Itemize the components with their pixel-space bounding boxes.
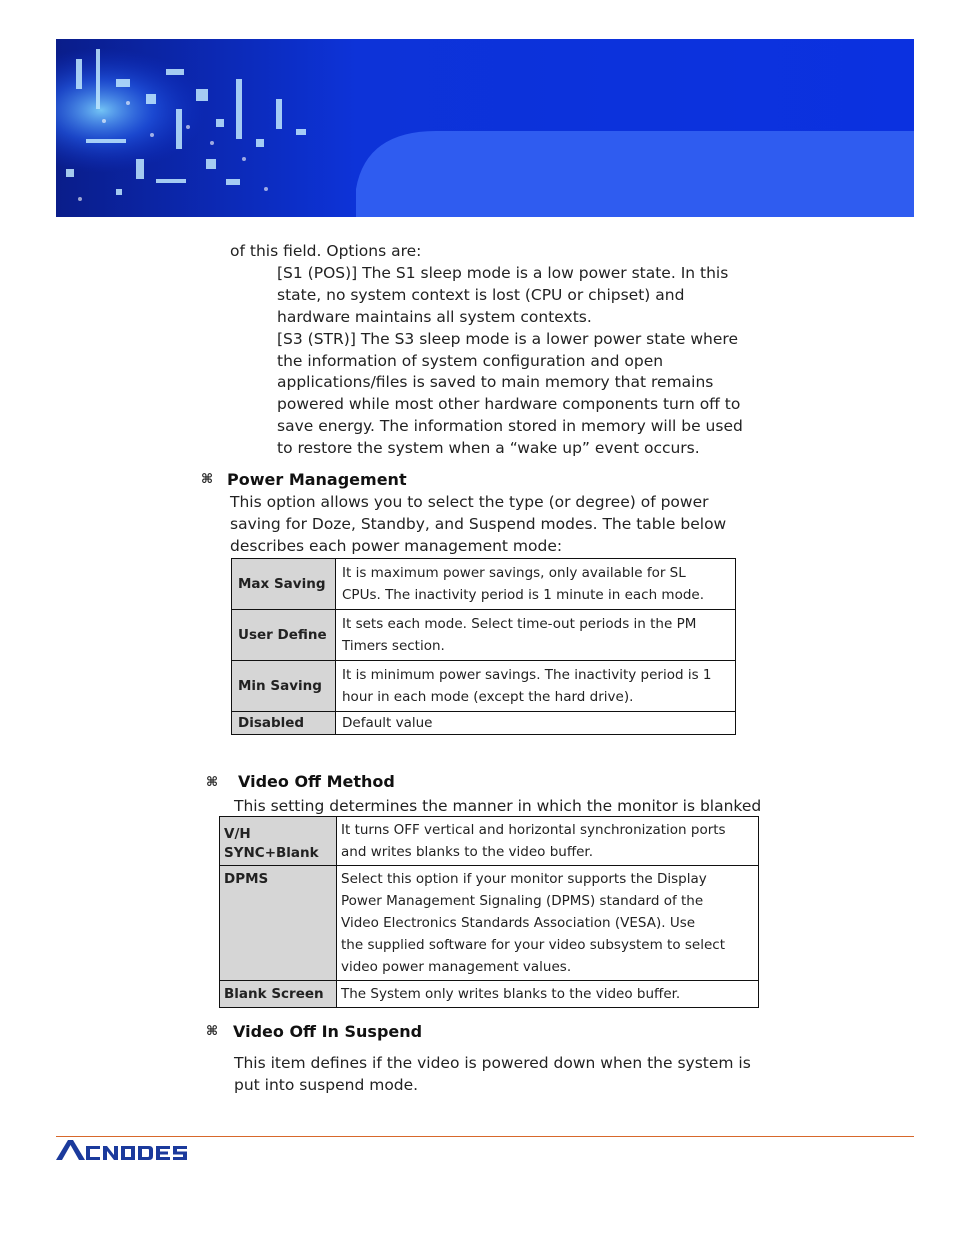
intro-line-3: hardware maintains all system contexts. [277, 308, 592, 326]
footer-divider [56, 1136, 914, 1137]
table-row [220, 981, 759, 1008]
bullet-icon: ⌘ [206, 1024, 219, 1039]
table-value [337, 866, 759, 981]
table-row [232, 712, 736, 735]
power-management-desc-1: saving for Doze, Standby, and Suspend modes. The table below [230, 515, 727, 533]
table-key [220, 817, 337, 866]
power-management-desc-2: describes each power management mode: [230, 537, 563, 555]
acnodes-logo [56, 1138, 216, 1168]
video-off-method-table [219, 816, 759, 1008]
table-value [336, 661, 736, 712]
table-row [232, 610, 736, 661]
table-row [220, 866, 759, 981]
table-row [232, 559, 736, 610]
table-value-line: It is maximum power savings, only available for SL [342, 565, 686, 581]
header-banner [56, 39, 914, 217]
logo-graphic [56, 1138, 216, 1164]
table-value-line: The System only writes blanks to the video buffer. [341, 986, 681, 1002]
table-value-line: Power Management Signaling (DPMS) standard of the [341, 893, 704, 909]
table-value-line: It is minimum power savings. The inactivity period is 1 [342, 667, 712, 683]
table-value-line: the supplied software for your video subsystem to select [341, 937, 725, 953]
intro-line-1: [S1 (POS)] The S1 sleep mode is a low power state. In this [277, 264, 729, 282]
table-row [232, 661, 736, 712]
table-key: Disabled [232, 712, 336, 735]
table-key-line: V/H [224, 826, 251, 842]
table-value-line: and writes blanks to the video buffer. [341, 844, 594, 860]
power-management-desc-0: This option allows you to select the type (or degree) of power [230, 493, 709, 511]
intro-line-5: the information of system configuration and open [277, 352, 664, 370]
table-value [336, 712, 736, 735]
table-key-line: SYNC+Blank [224, 845, 319, 861]
table-value-line: It turns OFF vertical and horizontal synchronization ports [341, 822, 726, 838]
intro-line-8: save energy. The information stored in memory will be used [277, 417, 743, 435]
table-row [220, 817, 759, 866]
table-value-line: Timers section. [342, 638, 445, 654]
video-off-suspend-desc-0: This item defines if the video is powered down when the system is [234, 1054, 751, 1072]
table-value [336, 610, 736, 661]
table-value [337, 981, 759, 1008]
table-key [220, 866, 337, 981]
table-key-line: DPMS [224, 871, 269, 887]
intro-line-6: applications/files is saved to main memory that remains [277, 373, 714, 391]
table-value [336, 559, 736, 610]
video-off-suspend-desc-1: put into suspend mode. [234, 1076, 419, 1094]
intro-line-0: of this field. Options are: [230, 242, 422, 260]
table-value [337, 817, 759, 866]
table-value-line: It sets each mode. Select time-out periods in the PM [342, 616, 697, 632]
table-key [220, 981, 337, 1008]
table-value-line: video power management values. [341, 959, 572, 975]
video-off-suspend-title: Video Off In Suspend [233, 1022, 423, 1041]
table-value-line: Default value [342, 715, 433, 731]
table-value-line: hour in each mode (except the hard drive). [342, 689, 634, 705]
table-value-line: Video Electronics Standards Association (VESA). Use [341, 915, 696, 931]
table-value-line: Select this option if your monitor supports the Display [341, 871, 707, 887]
video-off-method-desc: This setting determines the manner in which the monitor is blanked [234, 797, 762, 815]
bullet-icon: ⌘ [206, 775, 219, 790]
intro-line-2: state, no system context is lost (CPU or chipset) and [277, 286, 685, 304]
table-key: Min Saving [232, 661, 336, 712]
power-management-title: Power Management [227, 470, 407, 489]
table-key: User Define [232, 610, 336, 661]
intro-line-7: powered while most other hardware components turn off to [277, 395, 741, 413]
circuit-board-graphic [56, 39, 914, 217]
intro-line-9: to restore the system when a “wake up” event occurs. [277, 439, 700, 457]
power-management-table [231, 558, 736, 735]
table-key: Max Saving [232, 559, 336, 610]
table-key-line: Blank Screen [224, 986, 324, 1002]
video-off-method-title: Video Off Method [238, 772, 395, 791]
table-value-line: CPUs. The inactivity period is 1 minute in each mode. [342, 587, 705, 603]
intro-line-4: [S3 (STR)] The S3 sleep mode is a lower power state where [277, 330, 738, 348]
bullet-icon: ⌘ [201, 472, 214, 487]
